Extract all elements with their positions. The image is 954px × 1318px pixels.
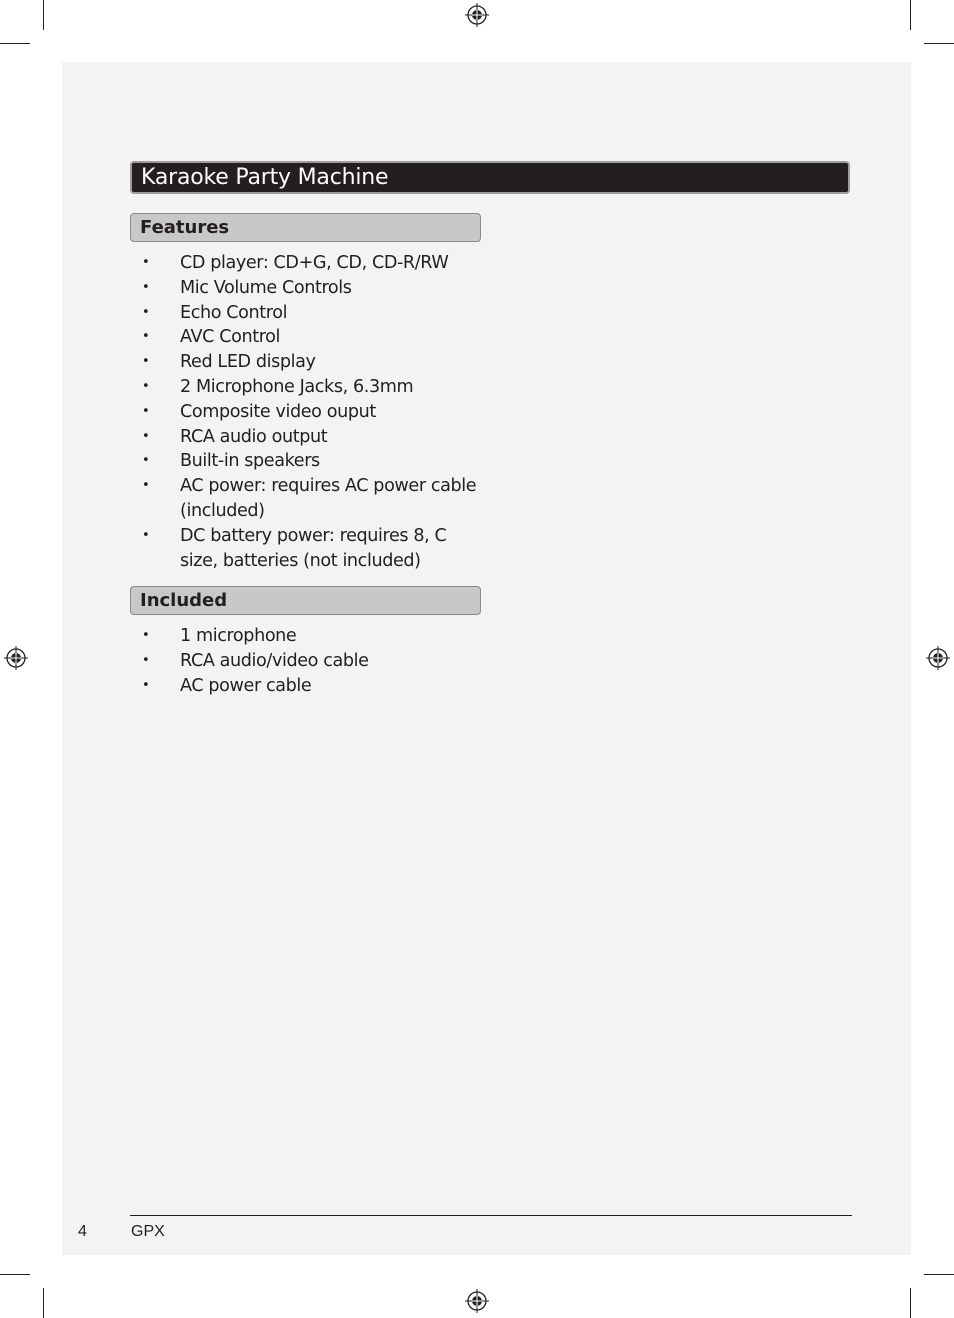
page-title: Karaoke Party Machine [141, 165, 389, 190]
list-item [130, 301, 490, 326]
crop-mark [924, 43, 954, 44]
features-list [130, 251, 490, 573]
bullet-icon: • [142, 329, 150, 345]
list-item-text: Red LED display [180, 352, 316, 373]
bullet-icon: • [142, 403, 150, 419]
list-item [130, 674, 490, 699]
list-item [130, 524, 490, 574]
bullet-icon: • [142, 279, 150, 295]
title-bar [130, 161, 850, 194]
page-number: 4 [78, 1223, 87, 1240]
crop-mark [924, 1274, 954, 1275]
bullet-icon: • [142, 652, 150, 668]
bullet-icon: • [142, 478, 150, 494]
list-item-text: AVC Control [180, 327, 281, 348]
list-item-text: (included) [180, 500, 265, 521]
bullet-icon: • [142, 428, 150, 444]
crop-mark [0, 1274, 30, 1275]
registration-mark-icon [926, 646, 950, 670]
list-item [130, 375, 490, 400]
bullet-icon: • [142, 453, 150, 469]
registration-mark-icon [465, 1289, 489, 1313]
list-item [130, 649, 490, 674]
bullet-icon: • [142, 527, 150, 543]
list-item [130, 400, 490, 425]
crop-mark [43, 1288, 44, 1318]
list-item-text: size, batteries (not included) [180, 550, 421, 571]
footer-brand: GPX [131, 1223, 165, 1240]
crop-mark [910, 0, 911, 30]
included-heading-box [130, 586, 481, 615]
list-item [130, 425, 490, 450]
bullet-icon: • [142, 255, 150, 270]
features-heading-box [130, 213, 481, 242]
list-item [130, 251, 490, 276]
list-item-text: CD player: CD+G, CD, CD-R/RW [180, 253, 449, 273]
registration-mark-icon [4, 646, 28, 670]
list-item [130, 449, 490, 474]
list-item-text: DC battery power: requires 8, C [180, 525, 447, 546]
list-item-text: RCA audio output [180, 426, 328, 447]
list-item-text: AC power cable [180, 675, 312, 696]
list-item [130, 350, 490, 375]
list-item [130, 624, 490, 649]
bullet-icon: • [142, 677, 150, 693]
list-item [130, 276, 490, 301]
footer-rule [130, 1215, 852, 1216]
crop-mark [910, 1288, 911, 1318]
crop-mark [43, 0, 44, 30]
list-item [130, 325, 490, 350]
bullet-icon: • [142, 628, 150, 643]
list-item-text: 1 microphone [180, 626, 297, 646]
list-item-text: 2 Microphone Jacks, 6.3mm [180, 376, 414, 397]
registration-mark-icon [465, 3, 489, 27]
bullet-icon: • [142, 378, 150, 394]
bullet-icon: • [142, 304, 150, 320]
included-list [130, 624, 490, 698]
list-item-text: Mic Volume Controls [180, 277, 352, 298]
list-item-text: RCA audio/video cable [180, 650, 369, 671]
features-heading: Features [140, 217, 230, 238]
crop-mark [0, 43, 30, 44]
list-item-text: Built-in speakers [180, 451, 320, 472]
list-item-text: Echo Control [180, 302, 288, 323]
list-item-text: AC power: requires AC power cable [180, 476, 477, 497]
list-item-text: Composite video ouput [180, 401, 376, 422]
list-item [130, 474, 490, 524]
bullet-icon: • [142, 354, 150, 370]
included-heading: Included [140, 590, 228, 611]
